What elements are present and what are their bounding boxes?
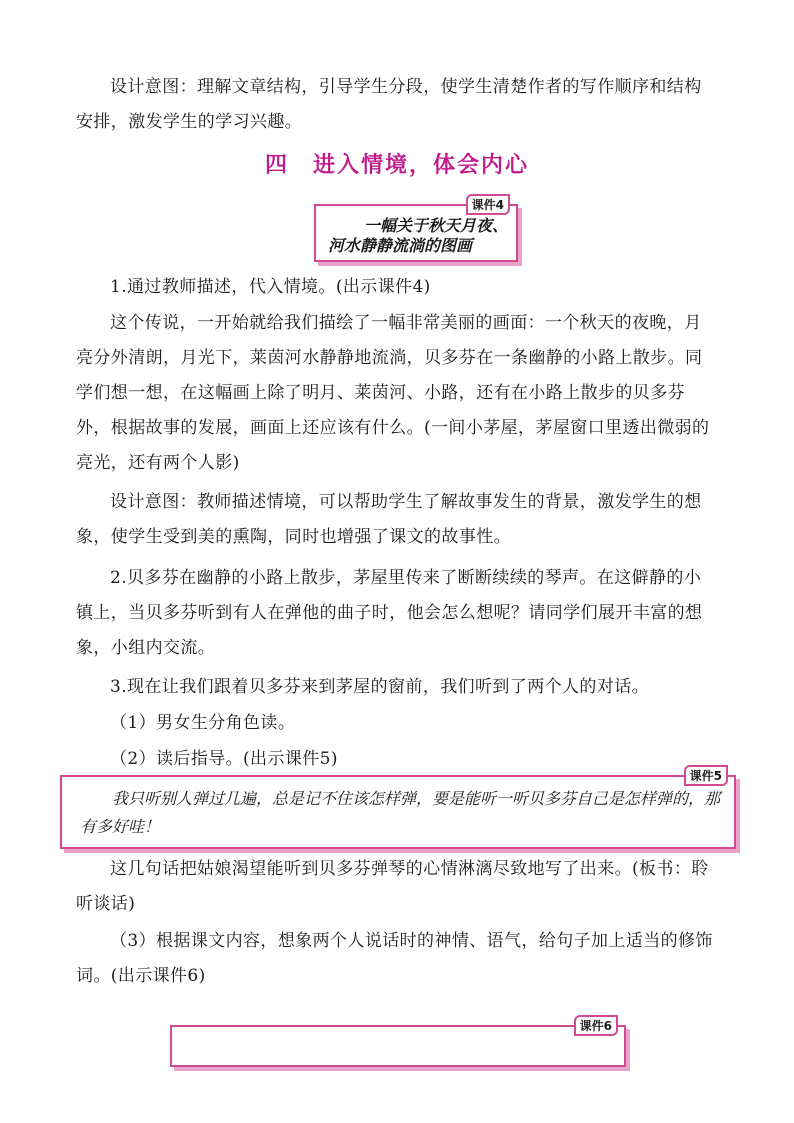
analysis-paragraph: 这几句话把姑娘渴望能听到贝多芬弹琴的心情淋漓尽致地写了出来。(板书：聆听谈话) <box>76 859 709 914</box>
courseware-card-5 <box>60 769 736 849</box>
step-3-text: 3.现在让我们跟着贝多芬来到茅屋的窗前，我们听到了两个人的对话。 <box>110 677 650 697</box>
courseware-card-6 <box>170 1019 626 1067</box>
story-description-paragraph: 这个传说，一开始就给我们描绘了一幅非常美丽的画面：一个秋天的夜晚，月亮分外清朗，月光下，莱茵河水静静地流淌，贝多芬在一条幽静的小路上散步。同学们想一想，在这幅画上除了明月、莱茵河、小路，还有在小路上散步的贝多芬外，根据故事的发展，画面上还应该有什么。(一间小茅屋，茅屋窗口里透出微弱的亮光，还有两个人影) <box>76 313 710 473</box>
card4-line2: 河水静静流淌的图画 <box>328 236 473 255</box>
step-1-text: 1.通过教师描述，代入情境。(出示课件4) <box>110 277 431 297</box>
card5-quote: 我只听别人弹过几遍，总是记不住该怎样弹，要是能听一听贝多芬自己是怎样弹的，那有多好哇！ <box>80 789 721 836</box>
design-intent-paragraph-1: 设计意图：理解文章结构，引导学生分段，使学生清楚作者的写作顺序和结构安排，激发学生的学习兴趣。 <box>76 77 702 132</box>
sub-step-2-text: （2）读后指导。(出示课件5) <box>110 749 338 769</box>
courseware-tag-5: 课件5 <box>684 765 728 786</box>
section-heading: 四 进入情境，体会内心 <box>264 153 529 178</box>
sub-step-3-paragraph: （3）根据课文内容，想象两个人说话时的神情、语气，给句子加上适当的修饰词。(出示课件6) <box>76 931 713 986</box>
card4-line1: 一幅关于秋天月夜、 <box>364 216 509 235</box>
courseware-tag-4: 课件4 <box>466 194 510 215</box>
courseware-card-4 <box>314 198 518 262</box>
step-2-paragraph: 2.贝多芬在幽静的小路上散步，茅屋里传来了断断续续的琴声。在这僻静的小镇上，当贝多芬听到有人在弹他的曲子时，他会怎么想呢？请同学们展开丰富的想象，小组内交流。 <box>76 568 703 658</box>
sub-step-1-text: （1）男女生分角色读。 <box>110 713 296 733</box>
design-intent-paragraph-2: 设计意图：教师描述情境，可以帮助学生了解故事发生的背景，激发学生的想象，使学生受到美的熏陶，同时也增强了课文的故事性。 <box>76 492 702 547</box>
courseware-tag-6: 课件6 <box>574 1015 618 1036</box>
